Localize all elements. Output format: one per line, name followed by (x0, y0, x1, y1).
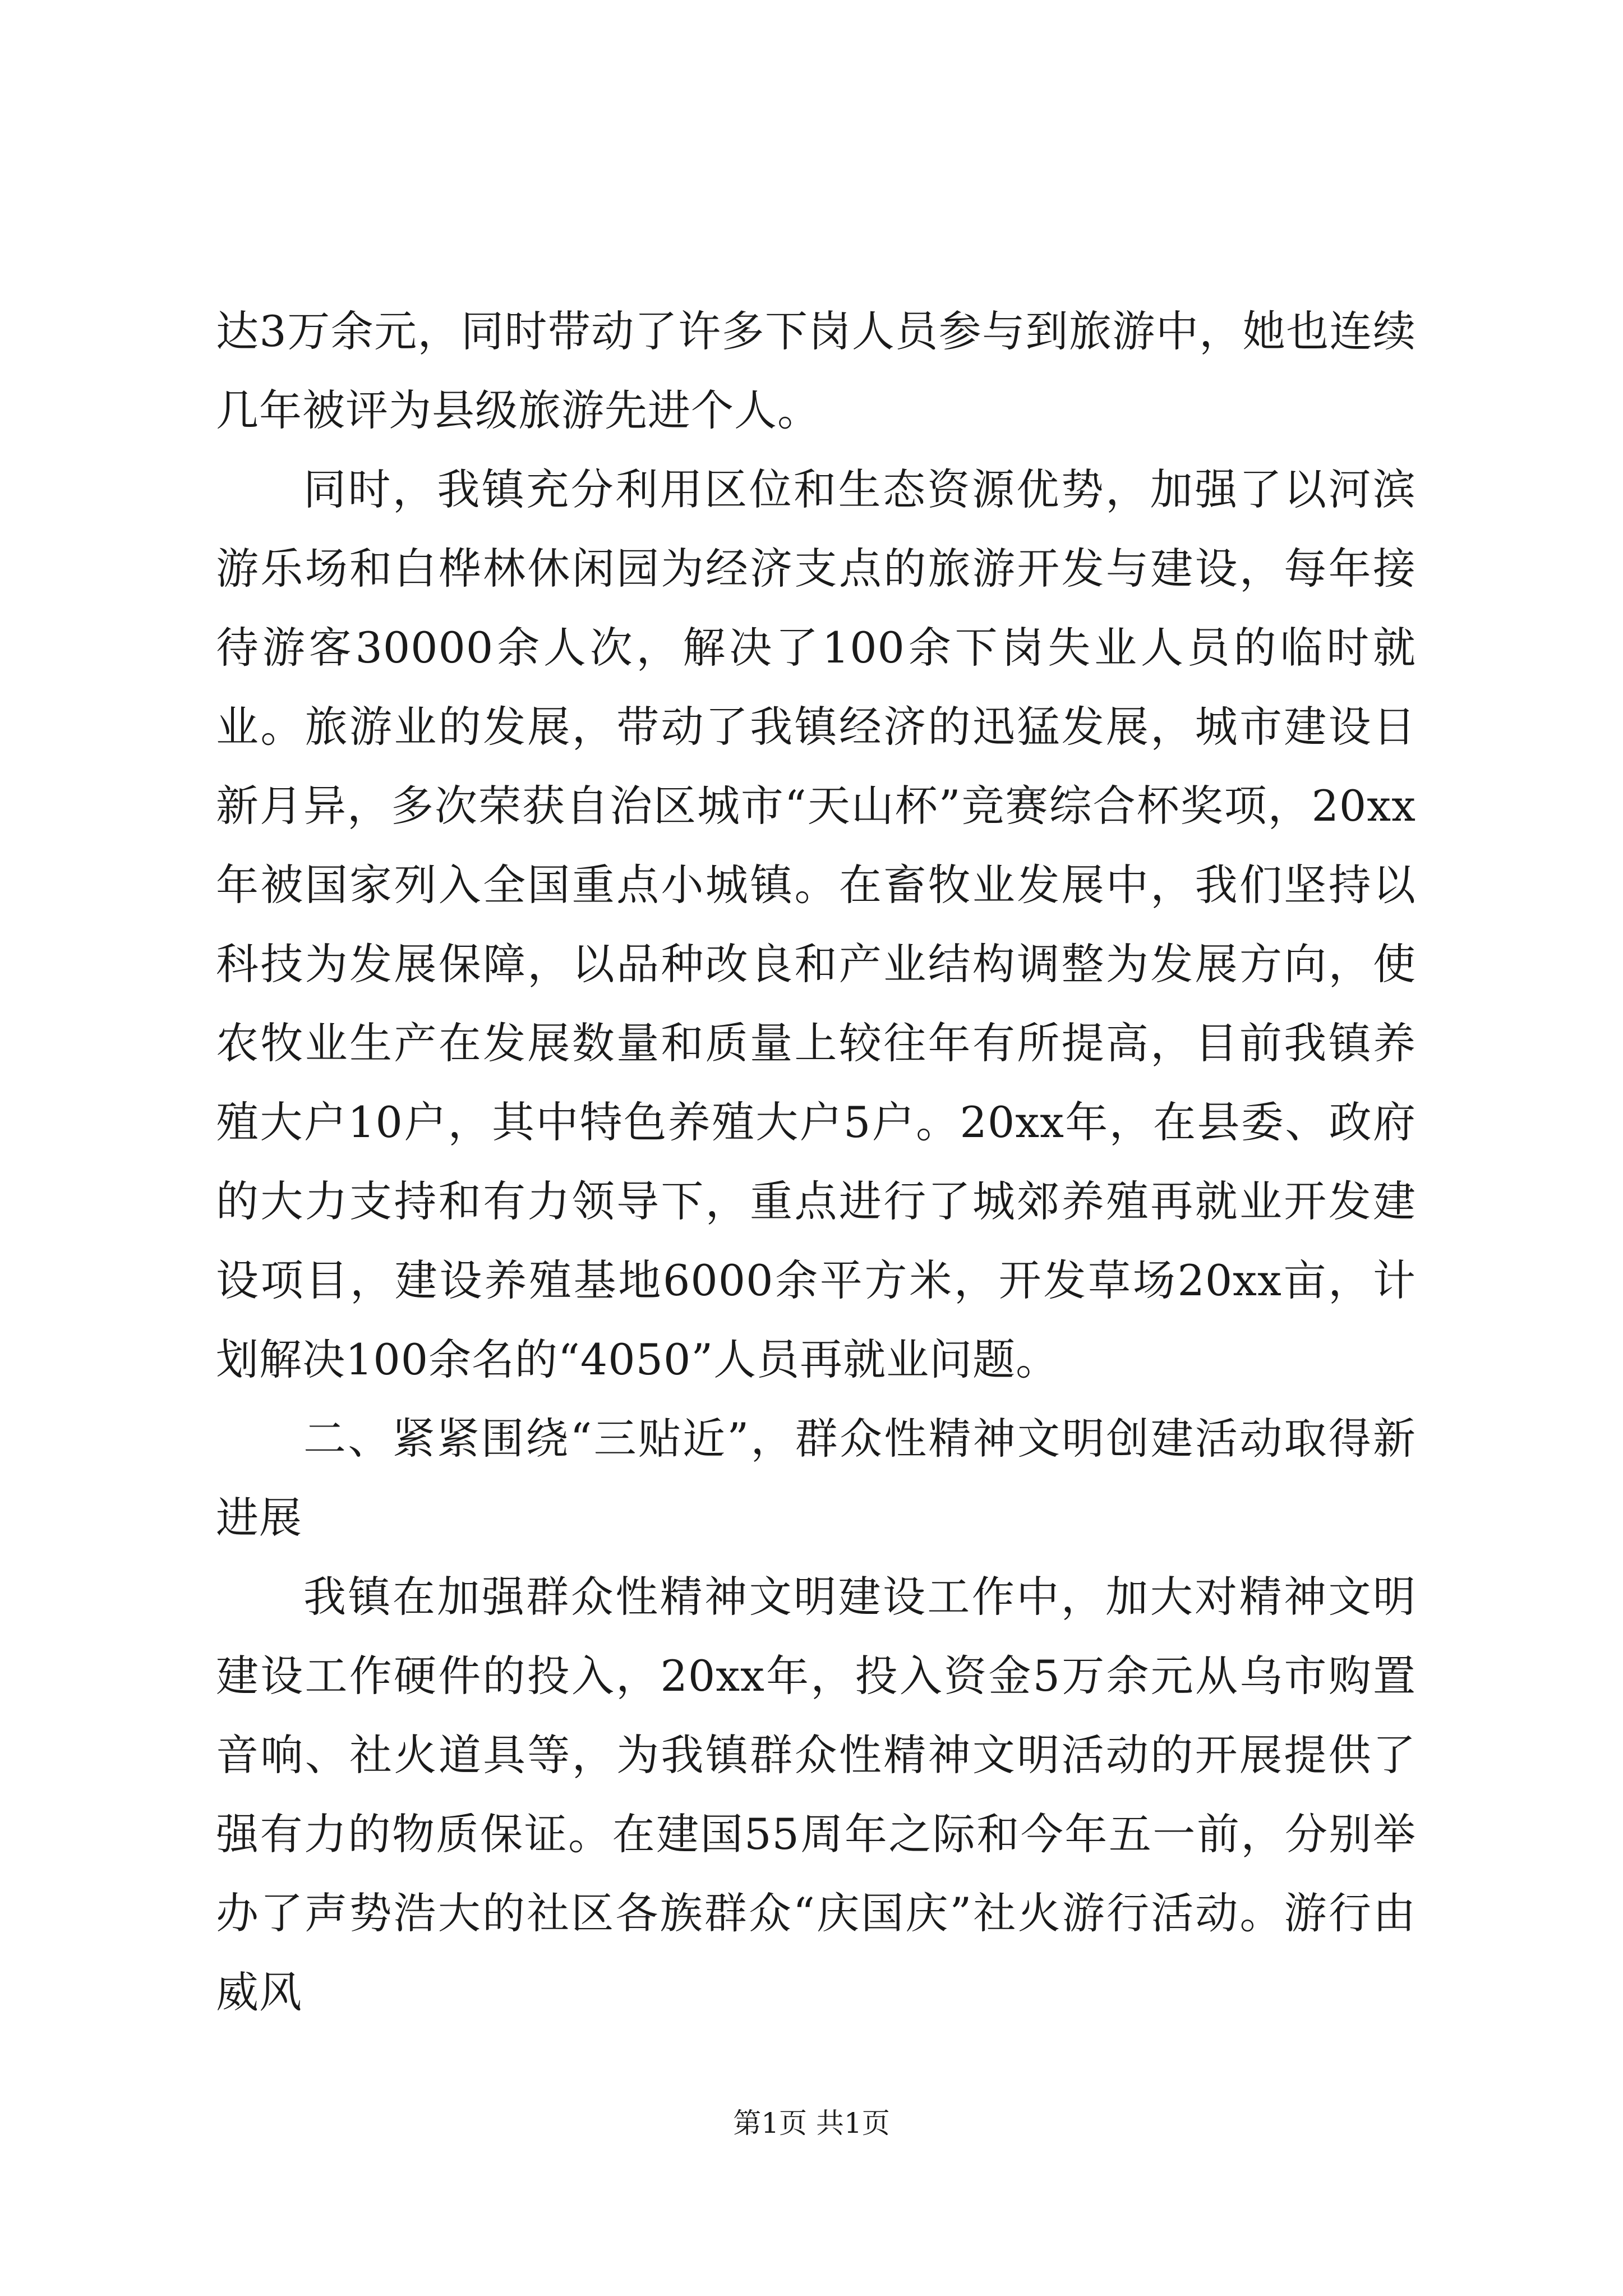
page-number-footer: 第1页 共1页 (733, 2107, 890, 2139)
section-heading-spiritual-civilization: 二、紧紧围绕“三贴近”，群众性精神文明创建活动取得新进展 (216, 1414, 1416, 1543)
paragraph-civilization-construction: 我镇在加强群众性精神文明建设工作中，加大对精神文明建设工作硬件的投入，20xx年，投入资金5万余元从乌市购置音响、社火道具等，为我镇群众性精神文明活动的开展提供了强有力的物质保证。在建国55周年之际和今年五一前，分别举办了声势浩大的社区各族群众“庆国庆”社火游行活动。游行由威风 (216, 1572, 1416, 2017)
paragraph-tourism-development: 同时，我镇充分利用区位和生态资源优势，加强了以河滨游乐场和白桦林休闲园为经济支点的旅游开发与建设，每年接待游客30000余人次，解决了100余下岗失业人员的临时就业。旅游业的发展，带动了我镇经济的迅猛发展，城市建设日新月异，多次荣获自治区城市“天山杯”竞赛综合杯奖项，20xx年被国家列入全国重点小城镇。在畜牧业发展中，我们坚持以科技为发展保障，以品种改良和产业结构调整为发展方向，使农牧业生产在发展数量和质量上较往年有所提高，目前我镇养殖大户10户，其中特色养殖大户5户。20xx年，在县委、政府的大力支持和有力领导下，重点进行了城郊养殖再就业开发建设项目，建设养殖基地6000余平方米，开发草场20xx亩，计划解决100余名的“4050”人员再就业问题。 (216, 464, 1416, 1384)
paragraph-continuation: 达3万余元，同时带动了许多下岗人员参与到旅游中，她也连续几年被评为县级旅游先进个人。 (216, 306, 1416, 435)
document-body (216, 292, 1416, 2032)
